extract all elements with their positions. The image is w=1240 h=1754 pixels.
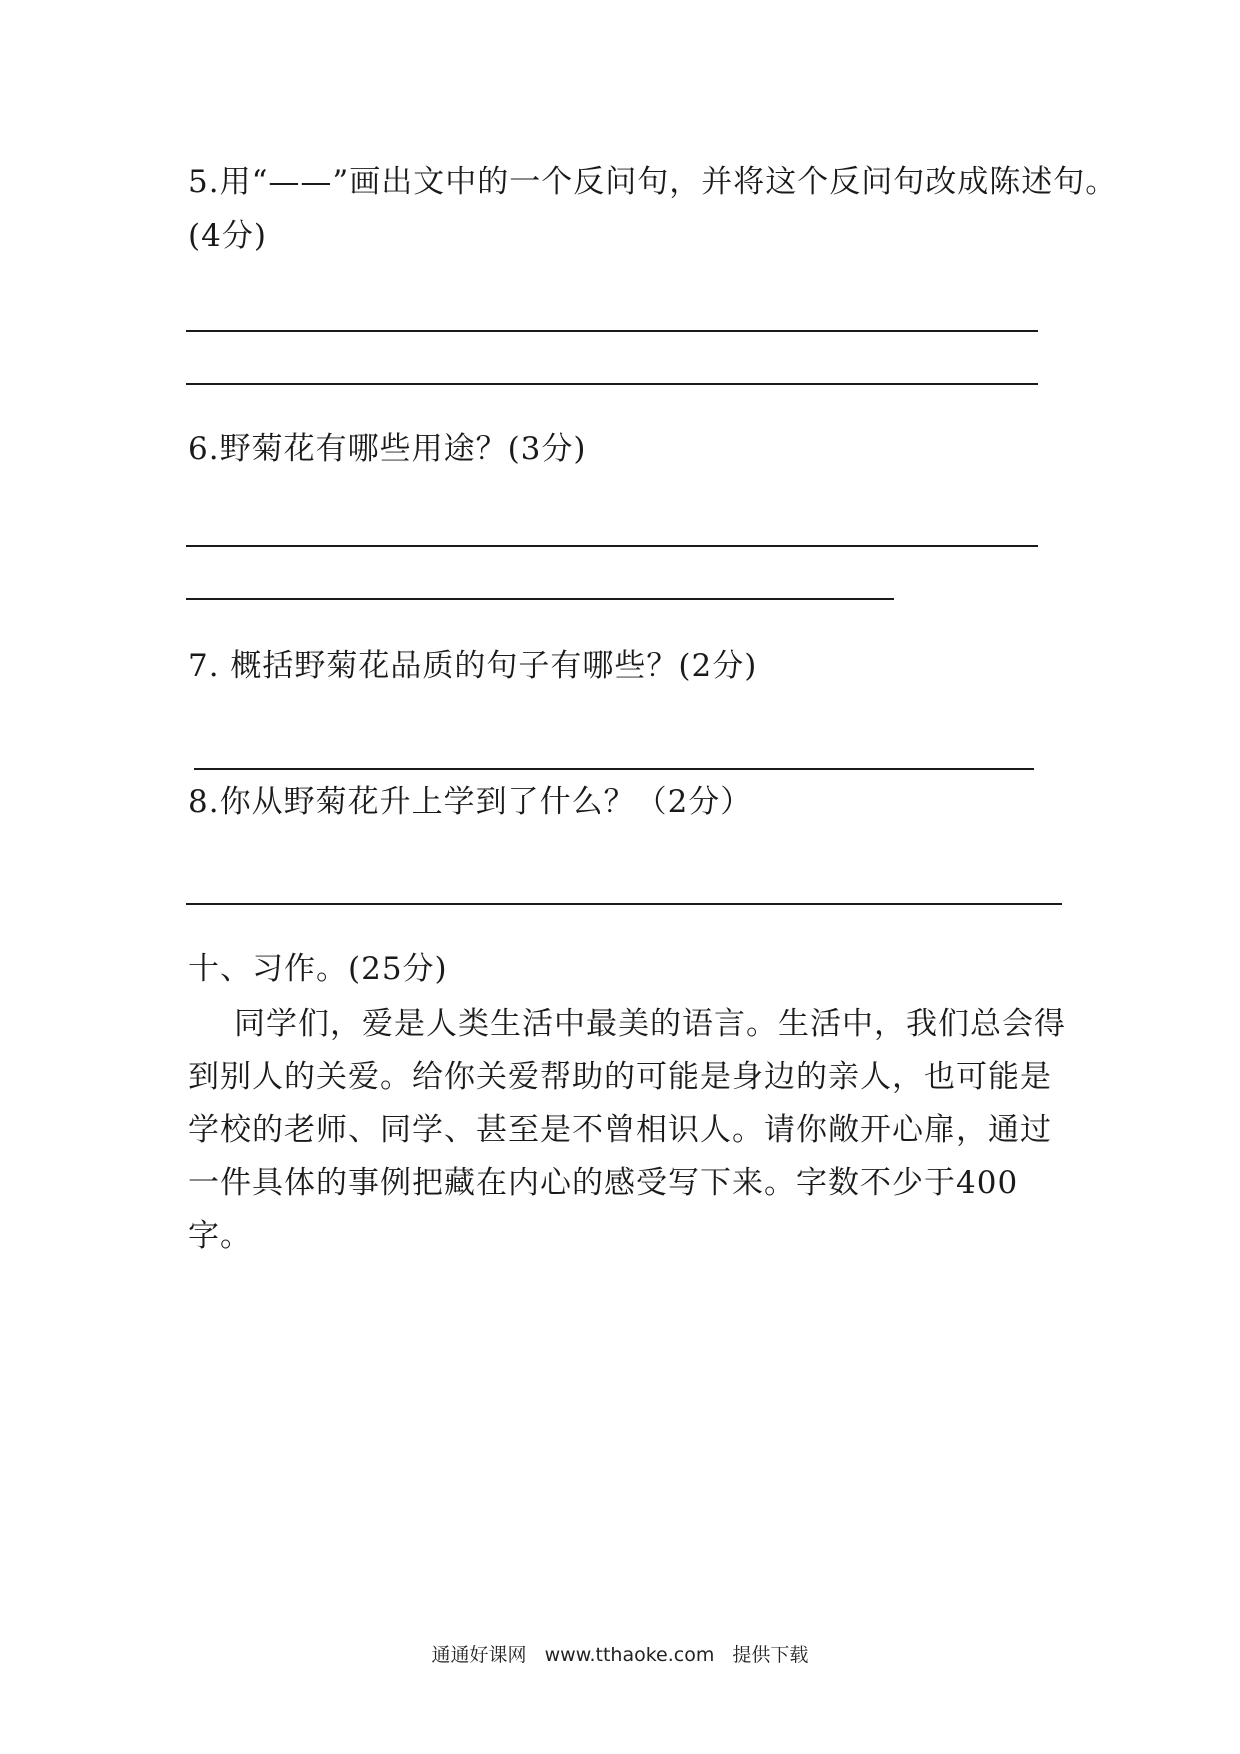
footer-site-name: 通通好课网 (431, 1644, 527, 1666)
answer-line (186, 598, 894, 600)
composition-heading: 十、习作。(25分) (188, 951, 448, 987)
page-footer (0, 1640, 1240, 1667)
question-6-text: 6.野菊花有哪些用途？(3分) (188, 431, 587, 467)
answer-line (186, 330, 1038, 332)
answer-line (186, 383, 1038, 385)
answer-line (194, 768, 1034, 770)
answer-line (186, 903, 1062, 905)
composition-prompt: 同学们，爱是人类生活中最美的语言。生活中，我们总会得到别人的关爱。给你关爱帮助的可能是身边的亲人，也可能是学校的老师、同学、甚至是不曾相识人。请你敞开心扉，通过一件具体的事例把藏在内心的感受写下来。字数不少于400字。 (188, 1006, 1066, 1254)
footer-suffix: 提供下载 (732, 1644, 809, 1666)
question-5-score: (4分) (188, 218, 267, 254)
question-7-text: 7. 概括野菊花品质的句子有哪些？(2分) (188, 648, 758, 684)
question-8-text: 8.你从野菊花升上学到了什么？（2分） (188, 784, 753, 820)
question-5-text: 5.用“——”画出文中的一个反问句，并将这个反问句改成陈述句。 (188, 164, 1118, 200)
answer-line (186, 545, 1038, 547)
footer-url[interactable]: www.tthaoke.com (544, 1644, 715, 1666)
